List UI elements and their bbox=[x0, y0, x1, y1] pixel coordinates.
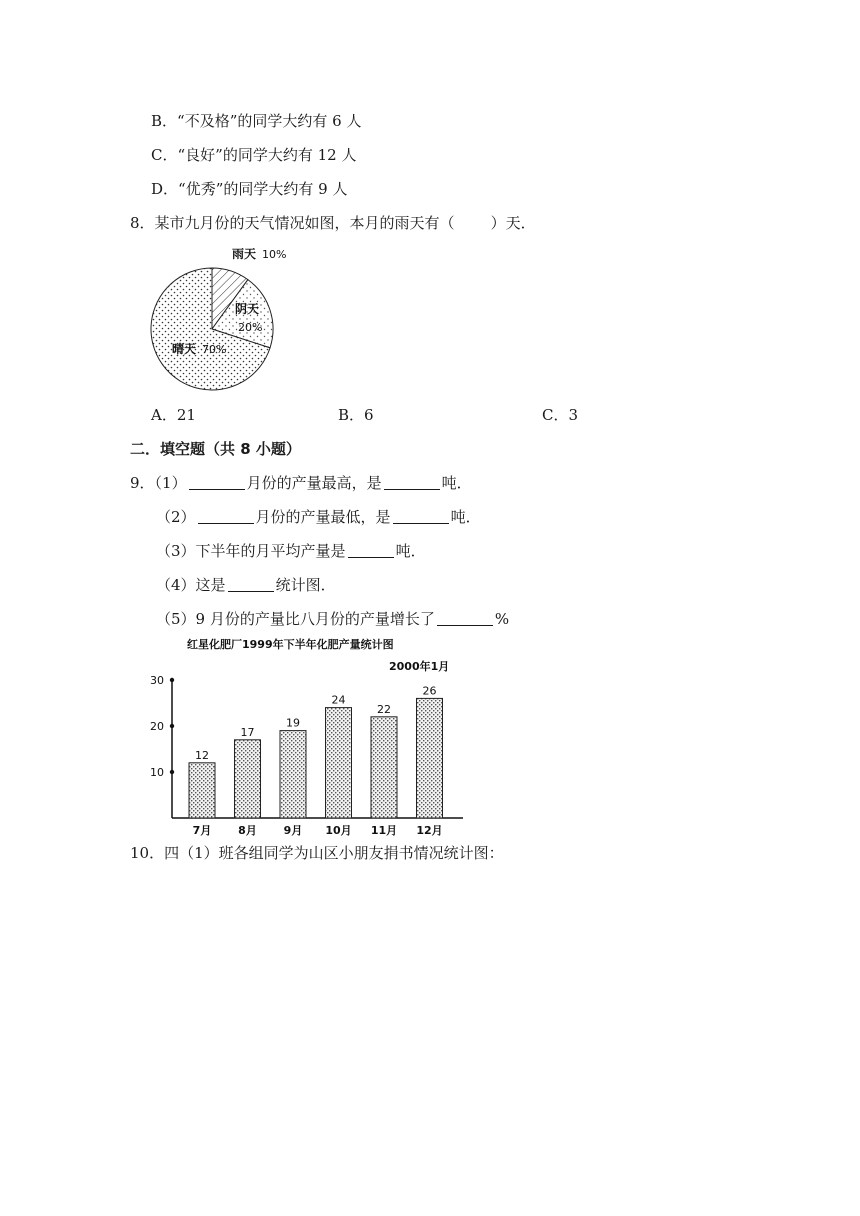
q8-stem bbox=[130, 213, 536, 233]
bar bbox=[417, 698, 443, 818]
bar-value-label: 17 bbox=[240, 725, 255, 739]
q10-text: 四（1）班各组同学为山区小朋友捐书情况统计图： bbox=[164, 844, 504, 862]
x-category-label: 8月 bbox=[238, 824, 257, 837]
q7-option-b bbox=[151, 111, 361, 131]
answer-blank[interactable] bbox=[384, 475, 440, 490]
q10-number: 10． bbox=[130, 844, 165, 862]
q8-option-b-text: 6 bbox=[364, 406, 374, 424]
bar-chart-subtitle: 2000年1月 bbox=[389, 660, 450, 673]
q8-option-a bbox=[151, 405, 196, 425]
q7-option-c bbox=[151, 145, 356, 165]
q9-part-2-text-b: 吨． bbox=[450, 508, 481, 526]
q9-part-1-text-b: 吨． bbox=[441, 474, 472, 492]
q9-part-3 bbox=[156, 541, 426, 561]
pie-label-cloudy: 阴天 bbox=[235, 302, 260, 316]
answer-blank[interactable] bbox=[393, 509, 449, 524]
q8-stem-after: ）天． bbox=[490, 214, 536, 232]
bar bbox=[235, 740, 261, 818]
q9-part-5 bbox=[156, 609, 509, 629]
q9-part-5-label: （5） bbox=[156, 610, 196, 628]
q8-number: 8． bbox=[130, 214, 155, 232]
y-tick-dot bbox=[170, 770, 174, 774]
q7-option-c-text: “良好”的同学大约有 12 人 bbox=[177, 146, 357, 164]
q9-number: 9． bbox=[130, 474, 155, 492]
q7-option-d bbox=[151, 179, 347, 199]
q8-option-c bbox=[542, 405, 578, 425]
bar-chart-title: 红星化肥厂1999年下半年化肥产量统计图 bbox=[187, 638, 394, 651]
bar-value-label: 26 bbox=[422, 684, 437, 698]
x-category-label: 9月 bbox=[283, 824, 303, 837]
q9-part-3-label: （3） bbox=[156, 542, 196, 560]
answer-blank[interactable] bbox=[348, 543, 394, 558]
y-tick-dot bbox=[170, 678, 174, 682]
answer-blank[interactable] bbox=[228, 577, 274, 592]
x-category-label: 7月 bbox=[192, 824, 212, 837]
bar bbox=[189, 763, 215, 818]
q7-option-d-text: “优秀”的同学大约有 9 人 bbox=[178, 180, 348, 198]
q9-part-2-label: （2） bbox=[156, 508, 196, 526]
weather-pie-chart bbox=[140, 240, 340, 400]
q9-part-4-text-a: 这是 bbox=[195, 576, 226, 594]
pie-label-rain: 雨天 bbox=[232, 247, 257, 261]
q9-part-3-text-a: 下半年的月平均产量是 bbox=[195, 542, 346, 560]
q9-part-2-text-a: 月份的产量最低，是 bbox=[255, 508, 391, 526]
q9-part-1-text-a: 月份的产量最高，是 bbox=[246, 474, 382, 492]
x-category-label: 12月 bbox=[416, 824, 443, 837]
bar bbox=[280, 731, 306, 818]
section-title: 二．填空题（共 8 小题） bbox=[130, 440, 301, 458]
answer-blank[interactable] bbox=[189, 475, 245, 490]
q7-option-b-letter: B． bbox=[151, 112, 178, 130]
pie-percent-sunny: 70% bbox=[202, 343, 227, 356]
q7-option-d-letter: D． bbox=[151, 180, 179, 198]
bar-value-label: 12 bbox=[195, 748, 209, 762]
q9-part-1 bbox=[130, 473, 472, 493]
q8-option-b bbox=[338, 405, 374, 425]
answer-blank[interactable] bbox=[198, 509, 254, 524]
q9-part-2 bbox=[156, 507, 481, 527]
production-bar-chart bbox=[143, 632, 473, 842]
bar-value-label: 24 bbox=[331, 693, 346, 707]
q10-stem bbox=[130, 843, 504, 863]
pie-percent-rain: 10% bbox=[262, 248, 287, 261]
q7-option-c-letter: C． bbox=[151, 146, 178, 164]
q8-stem-before: 某市九月份的天气情况如图，本月的雨天有（ bbox=[154, 214, 455, 232]
q9-part-5-text-a: 9 月份的产量比八月份的产量增长了 bbox=[195, 610, 435, 628]
bar bbox=[326, 708, 352, 818]
q9-part-3-text-b: 吨． bbox=[395, 542, 426, 560]
y-tick-dot bbox=[170, 724, 174, 728]
q9-part-4-text-b: 统计图． bbox=[275, 576, 336, 594]
y-tick-label: 10 bbox=[150, 766, 164, 779]
pie-label-sunny: 晴天 bbox=[172, 342, 197, 356]
bar-value-label: 19 bbox=[286, 716, 300, 730]
q8-option-c-text: 3 bbox=[568, 406, 579, 424]
bar-value-label: 22 bbox=[377, 702, 391, 716]
y-tick-label: 20 bbox=[150, 720, 164, 733]
q8-option-c-letter: C． bbox=[542, 406, 569, 424]
y-tick-label: 30 bbox=[150, 674, 164, 687]
pie-percent-cloudy: 20% bbox=[238, 321, 263, 334]
x-category-label: 11月 bbox=[370, 824, 398, 837]
q8-option-a-letter: A． bbox=[151, 406, 177, 424]
answer-blank[interactable] bbox=[437, 611, 493, 626]
q8-option-b-letter: B． bbox=[338, 406, 365, 424]
x-category-label: 10月 bbox=[325, 824, 352, 837]
q9-part-4-label: （4） bbox=[156, 576, 196, 594]
q9-part-1-label: （1） bbox=[154, 474, 187, 492]
q7-option-b-text: “不及格”的同学大约有 6 人 bbox=[177, 112, 362, 130]
bar bbox=[371, 717, 397, 818]
q9-part-4 bbox=[156, 575, 336, 595]
q9-part-5-text-b: % bbox=[494, 610, 510, 628]
q8-option-a-text: 21 bbox=[176, 406, 196, 424]
